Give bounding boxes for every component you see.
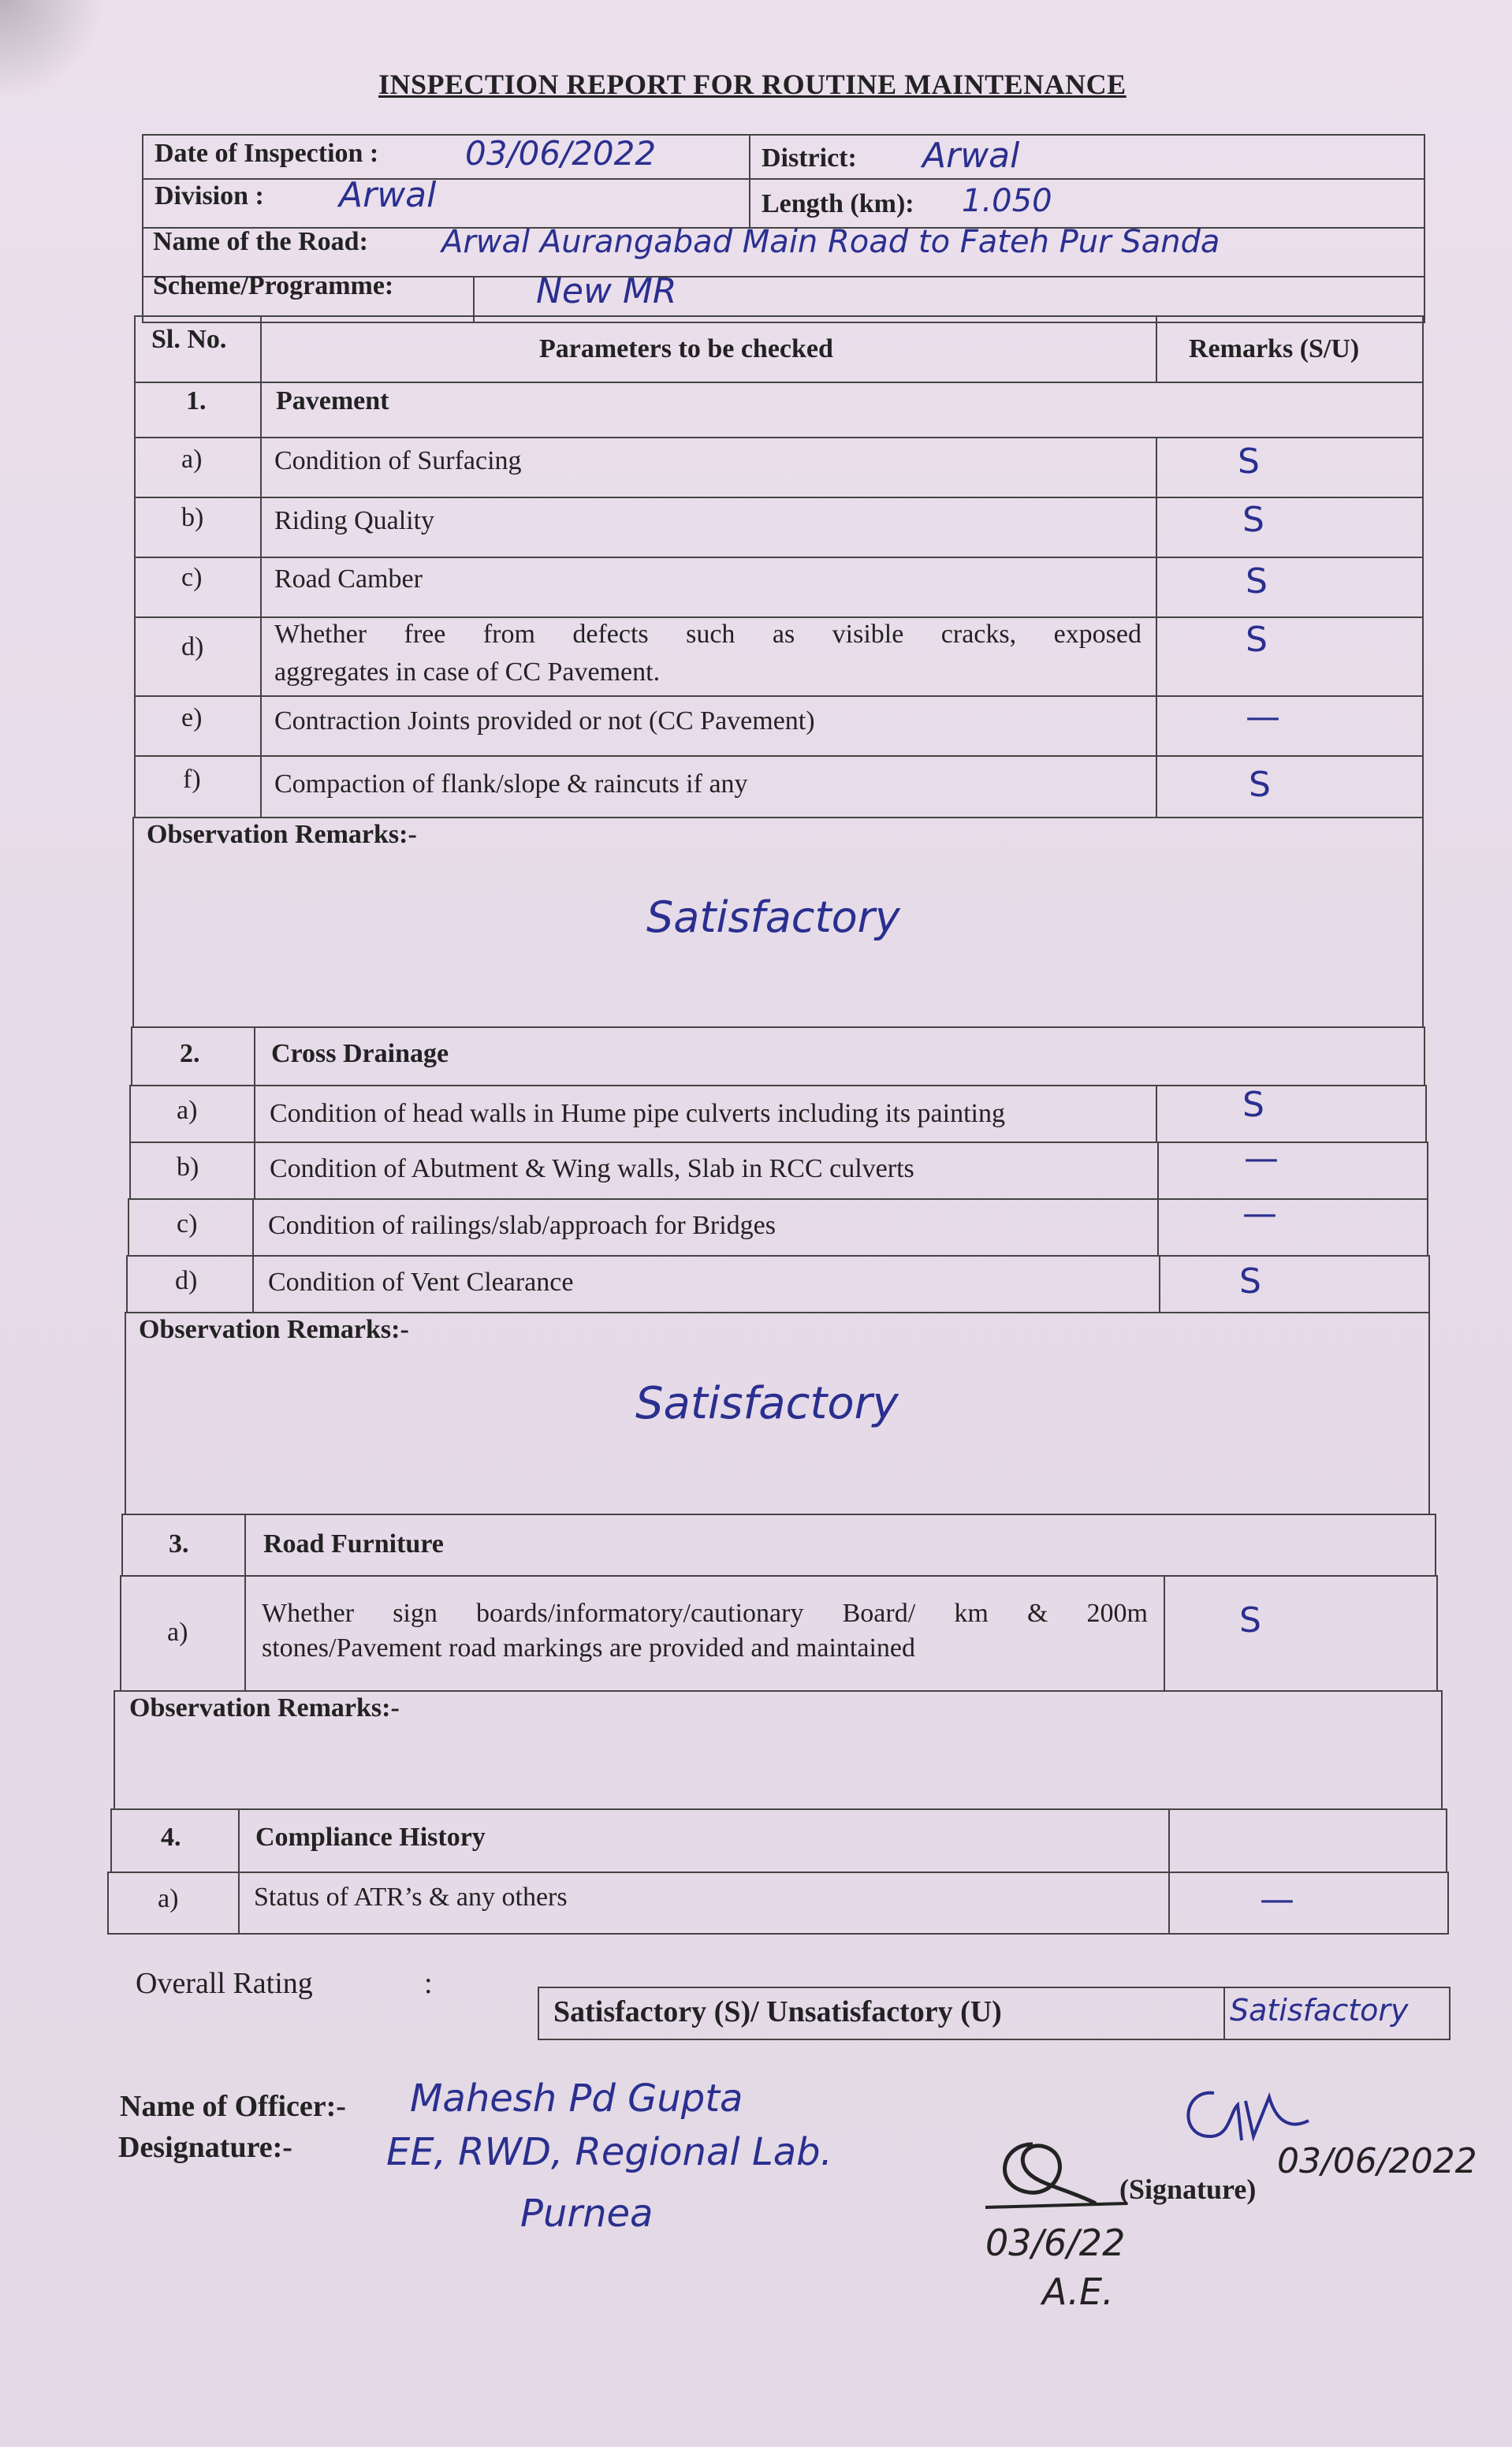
division-value: Arwal (339, 175, 437, 215)
district-label: District: (762, 143, 857, 173)
row-remark: S (1246, 561, 1268, 602)
row-text-line1: Whether free from defects such as visible cracks, exposed (274, 620, 1141, 649)
row-text: Condition of railings/slab/approach for Bridges (268, 1211, 776, 1240)
section-1-number: 1. (186, 386, 207, 415)
ae-signature-date: 03/6/22 (985, 2222, 1126, 2264)
row-remark: — (1246, 697, 1280, 737)
row-text: Compaction of flank/slope & raincuts if any (274, 769, 748, 799)
scheme-label: Scheme/Programme: (153, 271, 394, 300)
row-text: Road Camber (274, 564, 423, 594)
length-value: 1.050 (962, 183, 1052, 219)
row-remark: S (1249, 765, 1271, 805)
scheme-value: New MR (536, 271, 677, 311)
section-4-number: 4. (161, 1823, 181, 1852)
report-title: INSPECTION REPORT FOR ROUTINE MAINTENANCE (378, 69, 1127, 100)
row-id: d) (181, 632, 204, 661)
observation-label-2: Observation Remarks:- (139, 1315, 409, 1344)
col-header-sl-text: Sl. No. (151, 325, 227, 354)
row-id: c) (177, 1209, 198, 1238)
officer-designation-label: Designature:- (118, 2131, 292, 2164)
row-id: f) (183, 765, 201, 794)
row-text: Condition of Surfacing (274, 446, 522, 475)
road-value: Arwal Aurangabad Main Road to Fateh Pur Sanda (441, 224, 1220, 260)
ae-label: A.E. (1042, 2270, 1114, 2313)
row-remark: S (1246, 620, 1268, 660)
row-text-line1: Whether sign boards/informatory/cautionary Board/ km & 200m (262, 1599, 1148, 1628)
overall-rating-label: Overall Rating (136, 1967, 313, 2000)
row-remark: S (1242, 500, 1264, 540)
row-text: Riding Quality (274, 506, 435, 535)
row-text: Condition of head walls in Hume pipe culverts including its painting (270, 1099, 1005, 1128)
row-remark: S (1239, 1600, 1261, 1641)
division-label: Division : (155, 181, 264, 210)
col-header-param-text: Parameters to be checked (539, 334, 833, 363)
road-label: Name of the Road: (153, 227, 368, 256)
observation-value-1: Satisfactory (646, 892, 900, 942)
row-text: Condition of Vent Clearance (268, 1268, 574, 1297)
section-1-title: Pavement (276, 386, 389, 415)
officer-designation-value-line1: EE, RWD, Regional Lab. (386, 2130, 832, 2174)
row-id: c) (181, 563, 203, 592)
row-remark: — (1242, 1194, 1277, 1234)
ae-signature-mark (978, 2129, 1135, 2215)
length-label: Length (km): (762, 189, 914, 218)
row-text: Status of ATR’s & any others (254, 1883, 568, 1912)
row-id: b) (181, 503, 204, 532)
row-id: e) (181, 703, 203, 732)
overall-rating-scale: Satisfactory (S)/ Unsatisfactory (U) (553, 1995, 1002, 2028)
row-remark: S (1239, 1261, 1261, 1302)
row-text: Contraction Joints provided or not (CC Pavement) (274, 706, 815, 736)
observation-value-2: Satisfactory (635, 1378, 899, 1429)
officer-signature-date: 03/06/2022 (1277, 2141, 1477, 2181)
row-id: b) (177, 1153, 199, 1182)
section-2-number: 2. (180, 1039, 200, 1068)
row-id: a) (158, 1884, 179, 1913)
observation-label-1: Observation Remarks:- (147, 820, 417, 849)
row-remark: S (1242, 1085, 1264, 1125)
section-3-number: 3. (169, 1529, 189, 1559)
signature-label: (Signature) (1119, 2173, 1257, 2205)
row-text-line2: aggregates in case of CC Pavement. (274, 657, 661, 687)
row-id: a) (181, 445, 203, 474)
row-id: a) (167, 1618, 188, 1647)
row-id: d) (175, 1266, 198, 1295)
row-remark: — (1260, 1879, 1294, 1920)
row-id: a) (177, 1096, 198, 1125)
row-text-line2: stones/Pavement road markings are provided and maintained (262, 1633, 915, 1663)
district-value: Arwal (922, 136, 1020, 176)
row-text: Condition of Abutment & Wing walls, Slab in RCC culverts (270, 1154, 914, 1183)
section-2-title: Cross Drainage (271, 1039, 449, 1068)
paper-shadow (0, 0, 110, 95)
officer-name-value: Mahesh Pd Gupta (410, 2076, 743, 2121)
overall-rating-value: Satisfactory (1230, 1993, 1409, 2028)
officer-designation-value-line2: Purnea (520, 2192, 654, 2236)
overall-rating-colon: : (424, 1967, 433, 2000)
section-3-title: Road Furniture (263, 1529, 444, 1559)
date-label: Date of Inspection : (155, 139, 379, 168)
observation-label-3: Observation Remarks:- (129, 1693, 400, 1723)
row-remark: — (1244, 1138, 1279, 1179)
officer-name-label: Name of Officer:- (120, 2090, 346, 2123)
section-4-title: Compliance History (255, 1823, 486, 1852)
date-value: 03/06/2022 (465, 134, 657, 173)
row-remark: S (1238, 441, 1260, 482)
col-header-remarks-text: Remarks (S/U) (1189, 334, 1360, 363)
